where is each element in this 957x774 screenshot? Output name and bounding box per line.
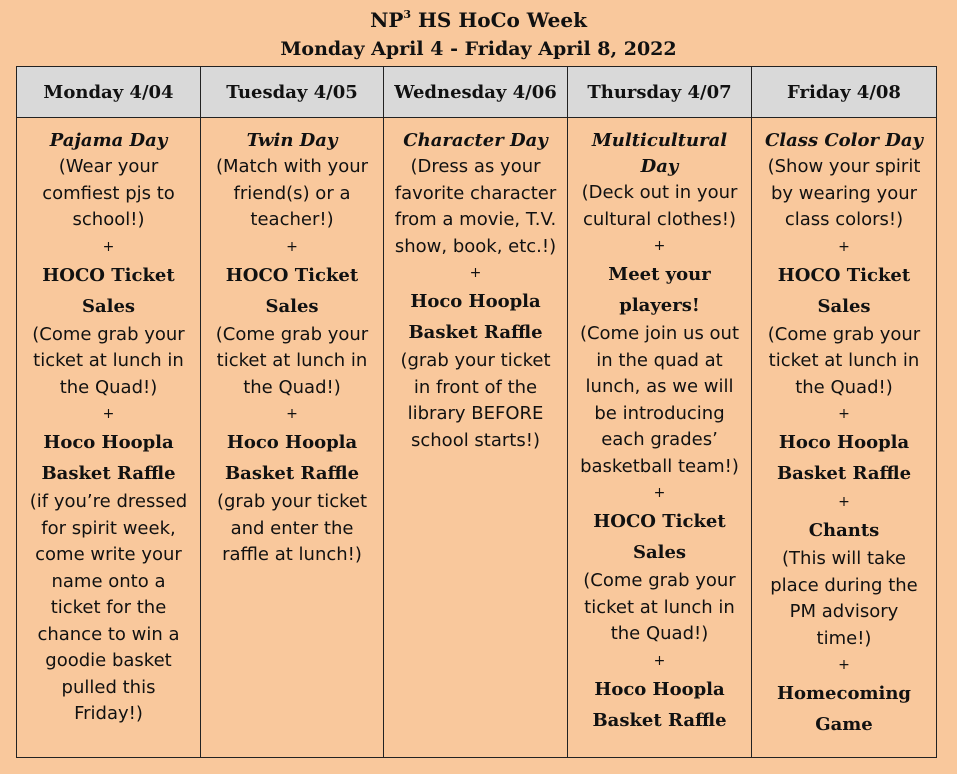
plus-separator: + (653, 485, 666, 501)
event-note-line: basketball team!) (580, 455, 739, 477)
event-note-line: and enter the (230, 517, 354, 539)
title-text: NP (370, 8, 404, 32)
event-note-line: Friday!) (74, 703, 143, 724)
table-header-row (17, 67, 937, 118)
event-note-line: name onto a (51, 570, 166, 592)
event-note-line: (Come grab your (767, 323, 921, 345)
event-note-line: in the quad at (596, 349, 723, 371)
day-theme: Twin Day (246, 130, 338, 151)
event-title: Basket Raffle (592, 709, 727, 731)
event-title: Sales (632, 542, 687, 563)
event-title: Sales (265, 295, 319, 317)
event-note-line: for spirit week, (41, 517, 176, 539)
event-note-line: ticket for the (50, 597, 167, 618)
event-title: Hoco Hoopla (594, 678, 725, 700)
day-cell-wednesday (384, 118, 568, 758)
event-title: HOCO Ticket (593, 511, 726, 532)
event-title: Meet your (608, 264, 711, 285)
event-title: Basket Raffle (224, 463, 360, 484)
event-title: Hoco Hoopla (778, 432, 910, 453)
day-theme: Character Day (403, 130, 548, 151)
plus-separator: + (653, 652, 666, 669)
plus-separator: + (102, 406, 115, 422)
table-row (17, 118, 937, 758)
event-note-line: the Quad!) (243, 376, 341, 398)
theme-note-line: school!) (72, 209, 145, 230)
event-note-line: (Come grab your (32, 323, 185, 345)
theme-note-line: (Deck out in your (581, 182, 738, 203)
event-title: Sales (817, 295, 871, 317)
day-theme: Multicultural Day (591, 130, 728, 177)
event-title: players! (619, 295, 700, 316)
header (0, 0, 957, 65)
theme-note-line: show, book, etc.!) (394, 235, 557, 257)
week-schedule-table (16, 66, 937, 758)
plus-separator: + (286, 238, 298, 255)
day-heading-tuesday: Tuesday 4/05 (201, 67, 384, 118)
theme-note-line: favorite character (394, 182, 557, 204)
event-title: Hoco Hoopla (43, 432, 174, 453)
event-note-line: ticket at lunch in (33, 350, 184, 371)
event-note-line: place during the (770, 574, 918, 596)
page-title (0, 2, 957, 33)
event-note-line: in front of the (413, 376, 538, 398)
event-title: Hoco Hoopla (226, 432, 358, 453)
theme-note-line: (Match with your (215, 156, 369, 177)
day-theme: Pajama Day (49, 130, 168, 151)
plus-separator: + (838, 406, 850, 422)
event-note-line: school starts!) (411, 429, 540, 451)
event-title: Basket Raffle (41, 463, 176, 484)
plus-separator: + (469, 265, 482, 281)
theme-note-line: (Wear your (58, 156, 159, 177)
event-title: Game (815, 714, 873, 735)
event-note-line: (grab your ticket (216, 491, 368, 512)
event-note-line: be introducing (594, 402, 725, 424)
theme-note-line: friend(s) or a (233, 182, 351, 204)
event-note-line: time!) (816, 627, 872, 649)
theme-note-line: (Show your spirit (767, 156, 921, 177)
event-title: Homecoming (776, 683, 912, 704)
day-heading-wednesday: Wednesday 4/06 (384, 67, 568, 118)
day-heading-friday: Friday 4/08 (752, 67, 937, 118)
event-note-line: chance to win a (37, 623, 180, 645)
event-note-line: ticket at lunch in (768, 350, 920, 371)
theme-note-line: class colors!) (784, 209, 904, 230)
event-note-line: raffle at lunch!) (222, 544, 362, 565)
day-cell-monday (17, 118, 201, 758)
plus-separator: + (838, 238, 850, 255)
title-superscript: 3 (403, 8, 412, 21)
day-heading-thursday: Thursday 4/07 (568, 67, 752, 118)
day-heading-monday: Monday 4/04 (17, 67, 201, 118)
event-note-line: the Quad!) (795, 376, 893, 398)
plus-separator: + (653, 238, 666, 254)
event-note-line: goodie basket (45, 650, 172, 671)
theme-note-line: by wearing your (770, 182, 918, 204)
theme-note-line: teacher!) (250, 209, 334, 230)
event-note-line: (if you’re dressed (29, 491, 188, 512)
event-note-line: (This will take (782, 548, 906, 569)
event-note-line: (Come grab your (583, 570, 736, 591)
event-title: HOCO Ticket (225, 264, 359, 286)
event-note-line: the Quad!) (610, 623, 709, 644)
event-title: Sales (81, 295, 136, 317)
event-note-line: lunch, as we will (585, 376, 734, 397)
event-title: Basket Raffle (776, 463, 912, 484)
theme-note-line: comfiest pjs to (42, 182, 175, 204)
event-note-line: (Come grab your (215, 323, 369, 345)
plus-separator: + (102, 238, 115, 255)
event-title: HOCO Ticket (777, 264, 911, 286)
event-note-line: pulled this (61, 676, 156, 698)
event-note-line: each grades’ (601, 429, 718, 450)
day-cell-tuesday (201, 118, 384, 758)
event-title: Basket Raffle (408, 322, 543, 343)
event-note-line: (grab your ticket (400, 350, 551, 371)
event-title: Hoco Hoopla (410, 291, 541, 312)
event-note-line: come write your (35, 544, 182, 565)
event-note-line: ticket at lunch in (216, 350, 368, 371)
event-note-line: library BEFORE (407, 403, 544, 424)
event-title: HOCO Ticket (42, 264, 175, 286)
plus-separator: + (838, 494, 850, 510)
page-subtitle: Monday April 4 - Friday April 8, 2022 (280, 38, 677, 60)
theme-note-line: from a movie, T.V. (394, 209, 557, 230)
theme-note-line: (Dress as your (410, 156, 541, 177)
plus-separator: + (286, 406, 298, 422)
theme-note-line: cultural clothes!) (583, 208, 736, 230)
event-note-line: PM advisory (789, 601, 899, 622)
title-text-rest: HS HoCo Week (411, 8, 587, 32)
plus-separator: + (838, 657, 850, 673)
day-cell-thursday (568, 118, 752, 758)
event-note-line: the Quad!) (59, 376, 158, 398)
day-cell-friday (752, 118, 937, 758)
event-note-line: (Come join us out (579, 323, 740, 344)
day-theme: Class Color Day (764, 130, 924, 151)
event-note-line: ticket at lunch in (584, 596, 735, 618)
event-title: Chants (808, 520, 880, 541)
